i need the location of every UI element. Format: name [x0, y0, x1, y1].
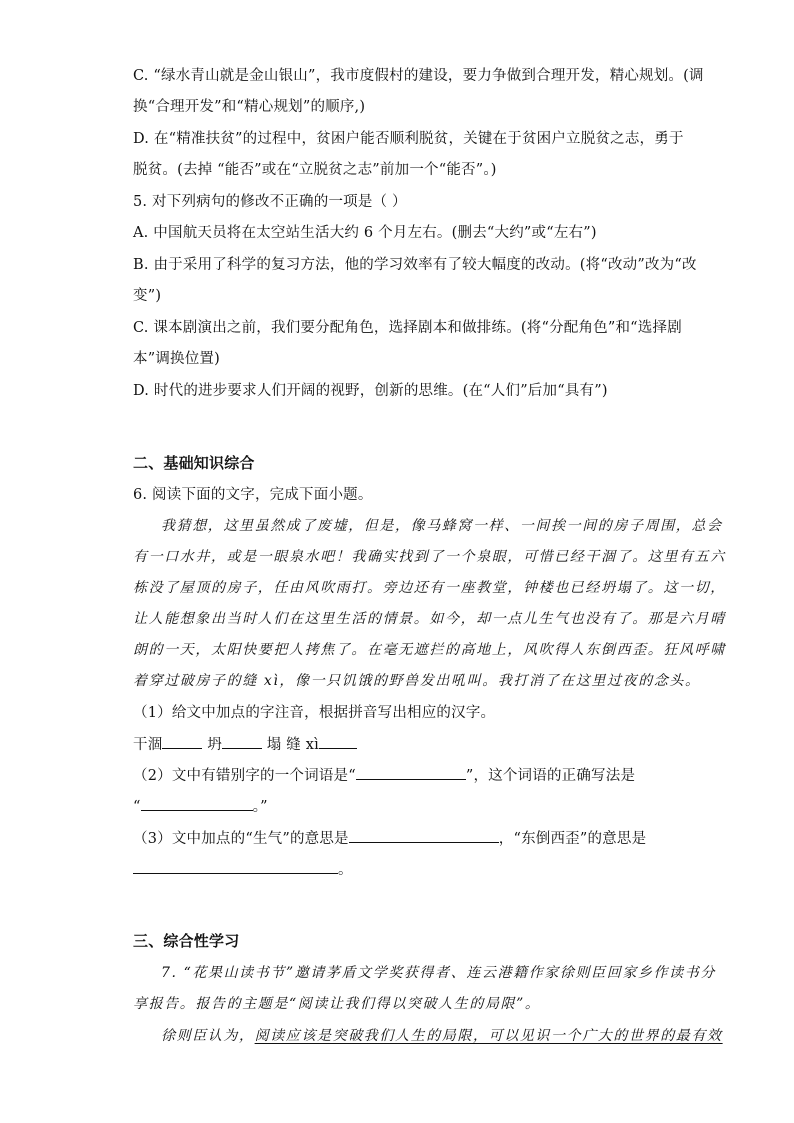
q7-underlined-text: 阅读应该是突破我们人生的局限，可以见识一个广大的世界的最有效 — [254, 1028, 723, 1044]
answer-blank[interactable] — [222, 734, 262, 749]
q7-line2: 享报告。报告的主题是“阅读让我们得以突破人生的局限”。 — [133, 996, 541, 1012]
q6-sub3-line2 — [133, 859, 663, 880]
sub2-text-a: （2）文中有错别字的一个词语是“ — [133, 768, 356, 784]
answer-blank[interactable] — [356, 765, 466, 780]
word-ta: 塌 — [266, 737, 282, 753]
section2-title: 二、基础知识综合 — [133, 454, 255, 472]
sub3-text-a: （3）文中加点的“生气”的意思是 — [133, 831, 349, 847]
answer-blank[interactable] — [133, 859, 338, 874]
q6-sub2-line2 — [133, 796, 663, 817]
sub3-text-b: ，“东倒西歪”的意思是 — [498, 831, 647, 847]
q5-option-c-line2: 本”调换位置) — [133, 351, 220, 367]
section3-title: 三、综合性学习 — [133, 932, 240, 950]
q5-option-d: D. 时代的进步要求人们开阔的视野，创新的思维。(在“人们”后加“具有”) — [133, 383, 608, 399]
q4-option-c-line2: 换“合理开发”和“精心规划”的顺序,) — [133, 99, 366, 115]
answer-blank[interactable] — [141, 796, 253, 811]
q6-sub1-answer-row — [133, 734, 663, 755]
word-tan: 坍 — [207, 737, 222, 753]
q4-option-d-line1: D. 在“精准扶贫”的过程中，贫困户能否顺利脱贫，关键在于贫困户立脱贫之志，勇于 — [133, 131, 684, 147]
q7-line3-text: 徐则臣认为， — [161, 1028, 255, 1044]
word-fengxi: 缝 xì — [286, 737, 319, 753]
q5-option-c-line1: C. 课本剧演出之前，我们要分配角色，选择剧本和做排练。(将“分配角色”和“选择剧 — [133, 320, 682, 336]
q6-sub2-line1 — [133, 765, 663, 786]
sub2-text-d: 。” — [252, 799, 268, 815]
q5-stem: 5. 对下列病句的修改不正确的一项是（ ） — [133, 194, 407, 210]
q7-line1: 7. “花果山读书节”邀请茅盾文学奖获得者、连云港籍作家徐则臣回家乡作读书分 — [161, 965, 716, 981]
sub2-text-b: ”，这个词语的正确写法是 — [465, 768, 636, 784]
sub2-text-c: “ — [133, 799, 141, 815]
q5-option-a: A. 中国航天员将在太空站生活大约 6 个月左右。(删去“大约”或“左右”) — [133, 225, 597, 241]
q6-sub3-line1 — [133, 828, 663, 849]
q4-option-d-line2: 脱贫。(去掉 “能否”或在“立脱贫之志”前加一个“能否”。) — [133, 162, 497, 178]
passage-line: 有一口水井，或是一眼泉水吧！我确实找到了一个泉眼，可惜已经干涸了。这里有五六 — [133, 549, 726, 565]
q7-line3 — [161, 1026, 723, 1046]
q5-option-b-line1: B. 由于采用了科学的复习方法，他的学习效率有了较大幅度的改动。(将“改动”改为“改 — [133, 257, 697, 273]
passage-line: 朗的一天，太阳快要把人拷焦了。在毫无遮拦的高地上，风吹得人东倒西歪。狂风呼啸 — [133, 642, 726, 658]
answer-blank[interactable] — [349, 828, 499, 843]
passage-line: 我猜想，这里虽然成了废墟，但是，像马蜂窝一样、一间挨一间的房子周围，总会 — [161, 518, 723, 534]
passage-line: 让人能想象出当时人们在这里生活的情景。如今，却一点儿生气也没有了。那是六月晴 — [133, 611, 726, 627]
q5-option-b-line2: 变”) — [133, 288, 162, 304]
q6-sub1-prompt: （1）给文中加点的字注音，根据拼音写出相应的汉字。 — [133, 705, 496, 721]
answer-blank[interactable] — [162, 734, 202, 749]
sub3-end: 。 — [338, 862, 353, 878]
passage-line: 栋没了屋顶的房子，任由风吹雨打。旁边还有一座教堂，钟楼也已经坍塌了。这一切， — [133, 580, 726, 596]
answer-blank[interactable] — [319, 734, 357, 749]
passage-line: 着穿过破房子的缝 xì，像一只饥饿的野兽发出吼叫。我打消了在这里过夜的念头。 — [133, 673, 701, 689]
q6-stem: 6. 阅读下面的文字，完成下面小题。 — [133, 487, 373, 503]
q4-option-c-line1: C. “绿水青山就是金山银山”，我市度假村的建设，要力争做到合理开发，精心规划。(调 — [133, 68, 704, 84]
word-ganhe: 干涸 — [133, 737, 163, 753]
